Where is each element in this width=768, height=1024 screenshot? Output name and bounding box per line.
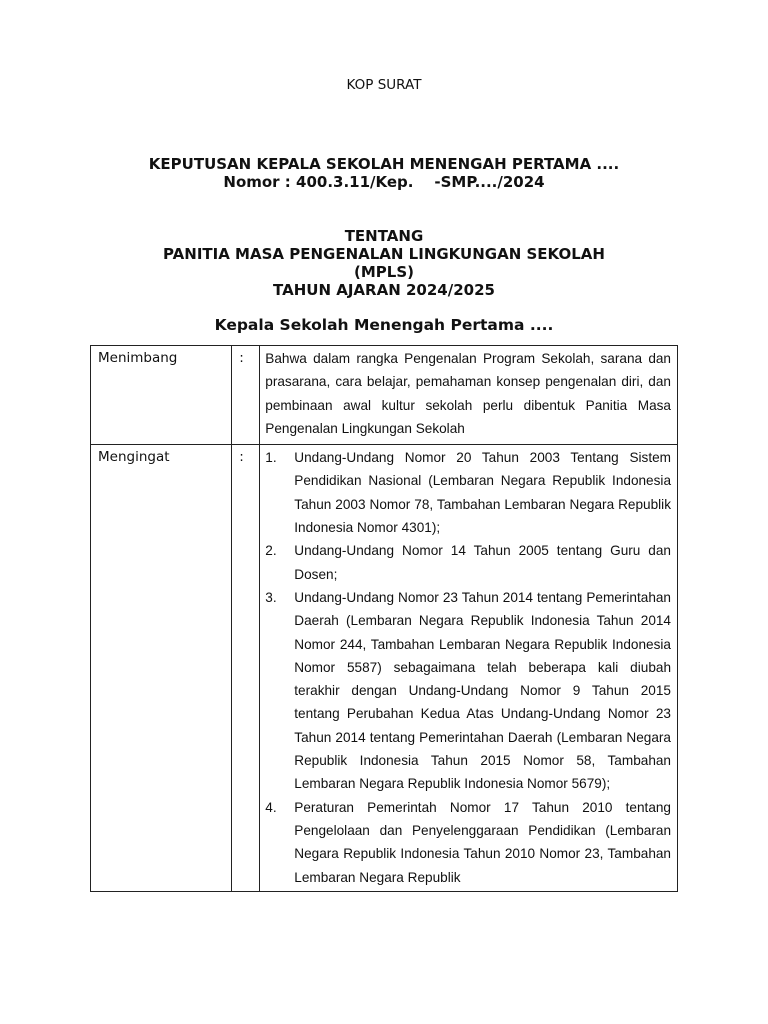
menimbang-colon: : bbox=[239, 350, 244, 366]
menimbang-row bbox=[91, 346, 678, 445]
mengingat-body-cell bbox=[260, 445, 678, 892]
letterhead-placeholder: KOP SURAT bbox=[346, 77, 422, 93]
list-item bbox=[265, 796, 671, 889]
list-item-text: Undang-Undang Nomor 20 Tahun 2003 Tentang Sistem Pendidikan Nasional (Lembaran Negara Republik Indonesia Tahun 2003 Nomor 78, Tambahan Lembaran Negara Republik Indonesia Nomor 4301); bbox=[294, 450, 671, 536]
subject-label: TENTANG bbox=[344, 227, 424, 245]
mengingat-row bbox=[91, 445, 678, 892]
menimbang-body-cell bbox=[260, 346, 678, 445]
decree-heading bbox=[0, 155, 768, 191]
subject-line-3: TAHUN AJARAN 2024/2025 bbox=[273, 281, 495, 299]
mengingat-label-cell bbox=[91, 445, 232, 892]
menimbang-label: Menimbang bbox=[98, 350, 178, 366]
decree-number: Nomor : 400.3.11/Kep. -SMP..../2024 bbox=[223, 173, 545, 191]
list-item-number: 2. bbox=[265, 543, 277, 559]
list-item-number: 4. bbox=[265, 799, 277, 815]
list-item-text: Undang-Undang Nomor 23 Tahun 2014 tentang Pemerintahan Daerah (Lembaran Negara Republik Indonesia Tahun 2014 Nomor 244, Tambahan Lembaran Negara Republik Indonesia Nomor 5587) sebagaimana telah beberapa kali diubah terakhir dengan Undang-Undang Nomor 9 Tahun 2015 tentang Perubahan Kedua Atas Undang-Undang Nomor 23 Tahun 2014 tentang Pemerintahan Daerah (Lembaran Negara Republik Indonesia Tahun 2015 Nomor 58, Tambahan Lembaran Negara Republik Indonesia Nomor 5679); bbox=[294, 589, 671, 792]
list-item-text: Undang-Undang Nomor 14 Tahun 2005 tentang Guru dan Dosen; bbox=[294, 543, 671, 582]
subject-line-1: PANITIA MASA PENGENALAN LINGKUNGAN SEKOLAH bbox=[163, 245, 605, 263]
menimbang-label-cell bbox=[91, 346, 232, 445]
list-item-text: Peraturan Pemerintah Nomor 17 Tahun 2010 tentang Pengelolaan dan Penyelenggaraan Pendidikan (Lembaran Negara Republik Indonesia Tahun 2010 Nomor 23, Tambahan Lembaran Negara Republik bbox=[294, 799, 671, 885]
decree-title: KEPUTUSAN KEPALA SEKOLAH MENENGAH PERTAMA .... bbox=[148, 155, 620, 173]
list-item bbox=[265, 539, 671, 586]
subject-heading bbox=[0, 227, 768, 299]
menimbang-text: Bahwa dalam rangka Pengenalan Program Sekolah, sarana dan prasarana, cara belajar, pemahaman konsep pengenalan diri, dan pembinaan awal kultur sekolah perlu dibentuk Panitia Masa Pengenalan Lingkungan Sekolah bbox=[265, 351, 671, 436]
mengingat-colon-cell bbox=[232, 445, 260, 892]
mengingat-label: Mengingat bbox=[98, 449, 170, 466]
issuer-heading: Kepala Sekolah Menengah Pertama .... bbox=[214, 316, 554, 334]
mengingat-list bbox=[260, 445, 677, 891]
list-item bbox=[265, 446, 671, 539]
list-item-number: 3. bbox=[265, 589, 277, 605]
list-item-number: 1. bbox=[265, 450, 277, 466]
list-item bbox=[265, 586, 671, 796]
menimbang-colon-cell bbox=[232, 346, 260, 445]
subject-line-2: (MPLS) bbox=[354, 263, 414, 281]
considerations-table bbox=[90, 345, 678, 892]
mengingat-colon: : bbox=[239, 449, 244, 466]
